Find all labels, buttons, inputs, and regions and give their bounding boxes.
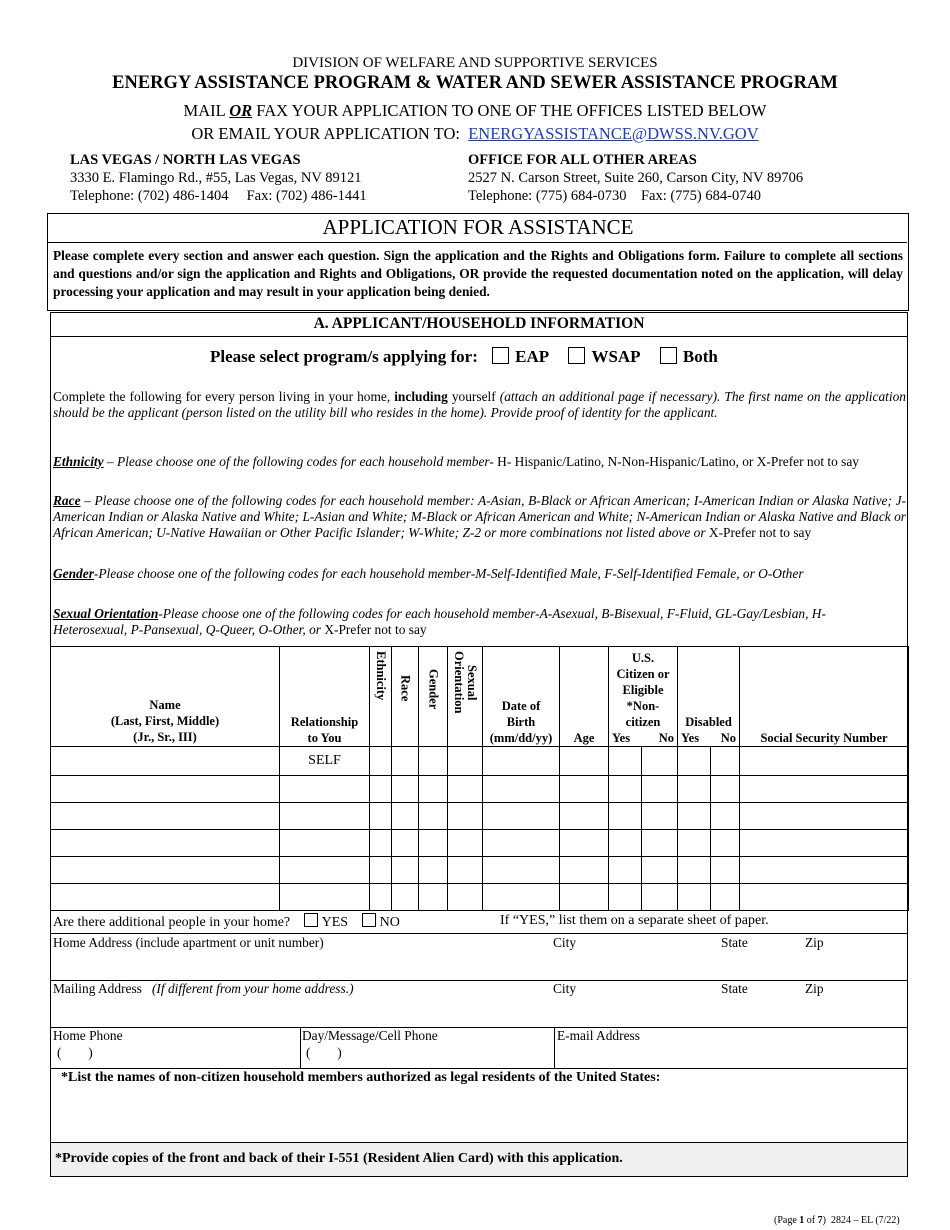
home-address-label: Home Address (include apartment or unit number)	[53, 935, 324, 950]
col-relationship: Relationship to You	[280, 647, 370, 747]
application-title: APPLICATION FOR ASSISTANCE	[322, 215, 634, 239]
member-cell[interactable]	[740, 857, 909, 884]
member-cell[interactable]	[280, 884, 370, 911]
office-name: LAS VEGAS / NORTH LAS VEGAS	[70, 152, 301, 168]
member-cell[interactable]	[642, 884, 678, 911]
member-cell[interactable]	[711, 747, 740, 776]
office-address: 2527 N. Carson Street, Suite 260, Carson City, NV 89706	[468, 170, 804, 186]
member-cell[interactable]	[280, 830, 370, 857]
office-other-areas	[468, 151, 908, 205]
member-cell[interactable]	[51, 857, 280, 884]
application-box	[47, 213, 909, 311]
member-cell[interactable]	[448, 747, 483, 776]
race-instructions: Race – Please choose one of the following codes for each household member: A-Asian, B-Black or African American; I-American Indian or Alaska Native; J-American Indian or Alaska Native and White; L-Asian and White; M-Black or African American and White; N-American Indian or Alaska Native and Black or African American; U-Native Hawaiian or Other Pacific Islander; W-White; Z-2 or more combinations not listed above or X-Prefer not to say	[53, 493, 906, 540]
both-label: Both	[682, 347, 718, 366]
member-cell[interactable]	[392, 803, 419, 830]
mailing-address-input[interactable]	[52, 997, 906, 1025]
email-address-input[interactable]	[557, 1044, 906, 1066]
member-name-input[interactable]	[51, 747, 280, 776]
table-row	[51, 830, 909, 857]
member-cell[interactable]	[711, 776, 740, 803]
member-cell[interactable]	[740, 776, 909, 803]
member-cell[interactable]	[448, 776, 483, 803]
member-cell[interactable]	[609, 776, 642, 803]
member-cell[interactable]	[560, 803, 609, 830]
member-cell[interactable]	[678, 857, 711, 884]
member-cell[interactable]	[740, 747, 909, 776]
member-cell[interactable]	[560, 830, 609, 857]
ethnicity-instructions: Ethnicity – Please choose one of the following codes for each household member- H- Hispanic/Latino, N-Non-Hispanic/Latino, or X-Prefer not to say	[53, 454, 860, 469]
eap-checkbox[interactable]	[492, 347, 509, 364]
cell-phone-input[interactable]: ( )	[306, 1045, 342, 1060]
col-gender: Gender	[419, 647, 448, 747]
member-cell[interactable]	[740, 803, 909, 830]
member-cell[interactable]	[419, 776, 448, 803]
member-cell[interactable]	[560, 747, 609, 776]
office-phones: Telephone: (702) 486-1404 Fax: (702) 486-1441	[70, 188, 367, 204]
member-cell[interactable]	[51, 803, 280, 830]
application-intro: Please complete every section and answer each question. Sign the application and the Rights and Obligations form. Failure to complete all sections and questions and/or sign the application and Rights and Obligations, OR provide the requested documentation noted on the application, will delay processing your application and may result in your application being denied.	[53, 248, 903, 299]
member-cell[interactable]	[642, 747, 678, 776]
member-cell[interactable]	[609, 803, 642, 830]
member-cell[interactable]	[280, 776, 370, 803]
additional-no-label: NO	[379, 915, 400, 930]
email-address-label: E-mail Address	[557, 1028, 640, 1043]
member-cell[interactable]	[370, 803, 392, 830]
member-cell[interactable]	[370, 747, 392, 776]
home-zip-label: Zip	[805, 935, 824, 950]
member-cell[interactable]	[609, 747, 642, 776]
member-cell[interactable]	[711, 830, 740, 857]
member-cell[interactable]	[448, 884, 483, 911]
col-citizen: U.S. Citizen or Eligible *Non- citizen Yes No	[609, 647, 678, 747]
program-title: ENERGY ASSISTANCE PROGRAM & WATER AND SEWER ASSISTANCE PROGRAM	[112, 73, 838, 93]
home-city-label: City	[553, 935, 577, 950]
citizen-yes-label: Yes	[612, 731, 631, 745]
member-cell[interactable]	[483, 776, 560, 803]
member-cell[interactable]	[280, 857, 370, 884]
member-cell[interactable]	[560, 884, 609, 911]
orientation-instructions: Sexual Orientation-Please choose one of the following codes for each household member-A-Asexual, B-Bisexual, F-Fluid, GL-Gay/Lesbian, H-Heterosexual, P-Pansexual, Q-Queer, O-Other, or X-Prefer not to say	[53, 606, 826, 637]
member-cell[interactable]	[448, 803, 483, 830]
member-cell[interactable]	[370, 830, 392, 857]
additional-yes-checkbox[interactable]	[304, 913, 318, 927]
disabled-no-label: No	[720, 731, 737, 745]
office-address: 3330 E. Flamingo Rd., #55, Las Vegas, NV 89121	[70, 170, 362, 186]
member-cell[interactable]	[419, 884, 448, 911]
section-a-title: A. APPLICANT/HOUSEHOLD INFORMATION	[313, 315, 645, 332]
copies-notice: *Provide copies of the front and back of their I-551 (Resident Alien Card) with this application.	[55, 1151, 623, 1166]
member-cell[interactable]	[711, 857, 740, 884]
member-cell[interactable]	[609, 857, 642, 884]
member-cell[interactable]	[678, 830, 711, 857]
program-select: Please select program/s applying for: EAP WSAP Both	[210, 347, 718, 366]
member-cell[interactable]	[678, 884, 711, 911]
both-checkbox[interactable]	[660, 347, 677, 364]
member-cell[interactable]	[560, 776, 609, 803]
citizen-no-label: No	[658, 731, 675, 745]
member-cell[interactable]	[419, 747, 448, 776]
member-cell[interactable]	[419, 857, 448, 884]
household-members-table	[50, 646, 909, 911]
page-footer: (Page 1 of 7) 2824 – EL (7/22)	[774, 1215, 900, 1226]
mail-instructions: MAIL OR FAX YOUR APPLICATION TO ONE OF THE OFFICES LISTED BELOW	[183, 101, 767, 120]
mailing-city-label: City	[553, 981, 577, 996]
member-cell[interactable]	[642, 830, 678, 857]
section-a-header	[50, 312, 908, 337]
col-orientation: Sexual Orientation	[448, 647, 483, 747]
table-row	[51, 776, 909, 803]
member-cell[interactable]	[483, 884, 560, 911]
noncitizen-list-input[interactable]	[52, 1090, 906, 1140]
additional-people-question: Are there additional people in your home? YES NO	[53, 915, 400, 930]
disabled-yes-label: Yes	[681, 731, 700, 745]
cell-phone-label: Day/Message/Cell Phone	[302, 1028, 438, 1043]
col-dob: Date of Birth (mm/dd/yy)	[483, 647, 560, 747]
member-cell[interactable]	[280, 803, 370, 830]
member-cell[interactable]	[419, 830, 448, 857]
member-cell[interactable]	[448, 830, 483, 857]
col-name: Name (Last, First, Middle) (Jr., Sr., III)	[51, 647, 280, 747]
office-las-vegas	[70, 151, 450, 205]
member-cell[interactable]	[392, 747, 419, 776]
gender-instructions: Gender-Please choose one of the following codes for each household member-M-Self-Identified Male, F-Self-Identified Female, or O-Other	[53, 566, 804, 581]
member-cell[interactable]	[370, 776, 392, 803]
member-cell[interactable]	[642, 803, 678, 830]
eap-label: EAP	[515, 347, 549, 366]
table-row	[51, 803, 909, 830]
member-cell[interactable]	[609, 830, 642, 857]
email-link[interactable]: ENERGYASSISTANCE@DWSS.NV.GOV	[468, 124, 759, 143]
wsap-label: WSAP	[591, 347, 640, 366]
noncitizen-list-prompt: *List the names of non-citizen household members authorized as legal residents of the United States:	[61, 1070, 661, 1085]
member-cell[interactable]	[642, 857, 678, 884]
member-cell[interactable]	[483, 857, 560, 884]
member-cell[interactable]	[678, 776, 711, 803]
member-cell[interactable]	[483, 803, 560, 830]
member-cell[interactable]	[483, 830, 560, 857]
col-ssn: Social Security Number	[740, 647, 909, 747]
home-address-input[interactable]	[52, 950, 906, 978]
complete-instructions: Complete the following for every person living in your home, including yourself (attach an additional page if necessary). The first name on the application should be the applicant (person listed on the utility bill who resides in the home). Provide proof of identity for the applicant.	[53, 389, 906, 420]
additional-yes-label: YES	[321, 915, 349, 930]
form-id: 2824 – EL (7/22)	[830, 1215, 900, 1226]
member-cell[interactable]	[483, 747, 560, 776]
member-cell[interactable]	[419, 803, 448, 830]
mailing-zip-label: Zip	[805, 981, 824, 996]
member-relationship-input[interactable]: SELF	[280, 747, 370, 776]
col-ethnicity: Ethnicity	[370, 647, 392, 747]
table-row	[51, 857, 909, 884]
member-cell[interactable]	[392, 884, 419, 911]
member-cell[interactable]	[370, 857, 392, 884]
office-name: OFFICE FOR ALL OTHER AREAS	[468, 152, 697, 168]
mailing-address-label: Mailing Address (If different from your home address.)	[53, 981, 354, 996]
member-cell[interactable]	[392, 776, 419, 803]
member-cell[interactable]	[711, 884, 740, 911]
col-race: Race	[392, 647, 419, 747]
member-cell[interactable]	[51, 776, 280, 803]
additional-no-checkbox[interactable]	[362, 913, 376, 927]
email-instructions: OR EMAIL YOUR APPLICATION TO: ENERGYASSISTANCE@DWSS.NV.GOV	[191, 124, 759, 143]
home-phone-input[interactable]: ( )	[57, 1045, 93, 1060]
member-cell[interactable]	[711, 803, 740, 830]
member-cell[interactable]	[448, 857, 483, 884]
member-cell[interactable]	[609, 884, 642, 911]
member-cell[interactable]	[370, 884, 392, 911]
wsap-checkbox[interactable]	[568, 347, 585, 364]
mailing-state-label: State	[721, 981, 748, 996]
col-age: Age	[560, 647, 609, 747]
member-cell[interactable]	[740, 830, 909, 857]
member-cell[interactable]	[392, 857, 419, 884]
col-disabled: Disabled Yes No	[678, 647, 740, 747]
table-header-row	[51, 647, 909, 747]
table-row	[51, 747, 909, 776]
member-cell[interactable]	[51, 830, 280, 857]
additional-note: If “YES,” list them on a separate sheet of paper.	[500, 913, 769, 928]
member-cell[interactable]	[51, 884, 280, 911]
member-cell[interactable]	[678, 747, 711, 776]
member-cell[interactable]	[560, 857, 609, 884]
member-cell[interactable]	[740, 884, 909, 911]
member-cell[interactable]	[392, 830, 419, 857]
member-cell[interactable]	[642, 776, 678, 803]
office-phones: Telephone: (775) 684-0730 Fax: (775) 684-0740	[468, 188, 761, 204]
table-row	[51, 884, 909, 911]
member-cell[interactable]	[678, 803, 711, 830]
agency-name: DIVISION OF WELFARE AND SUPPORTIVE SERVICES	[292, 55, 658, 71]
home-phone-label: Home Phone	[53, 1028, 123, 1043]
home-state-label: State	[721, 935, 748, 950]
